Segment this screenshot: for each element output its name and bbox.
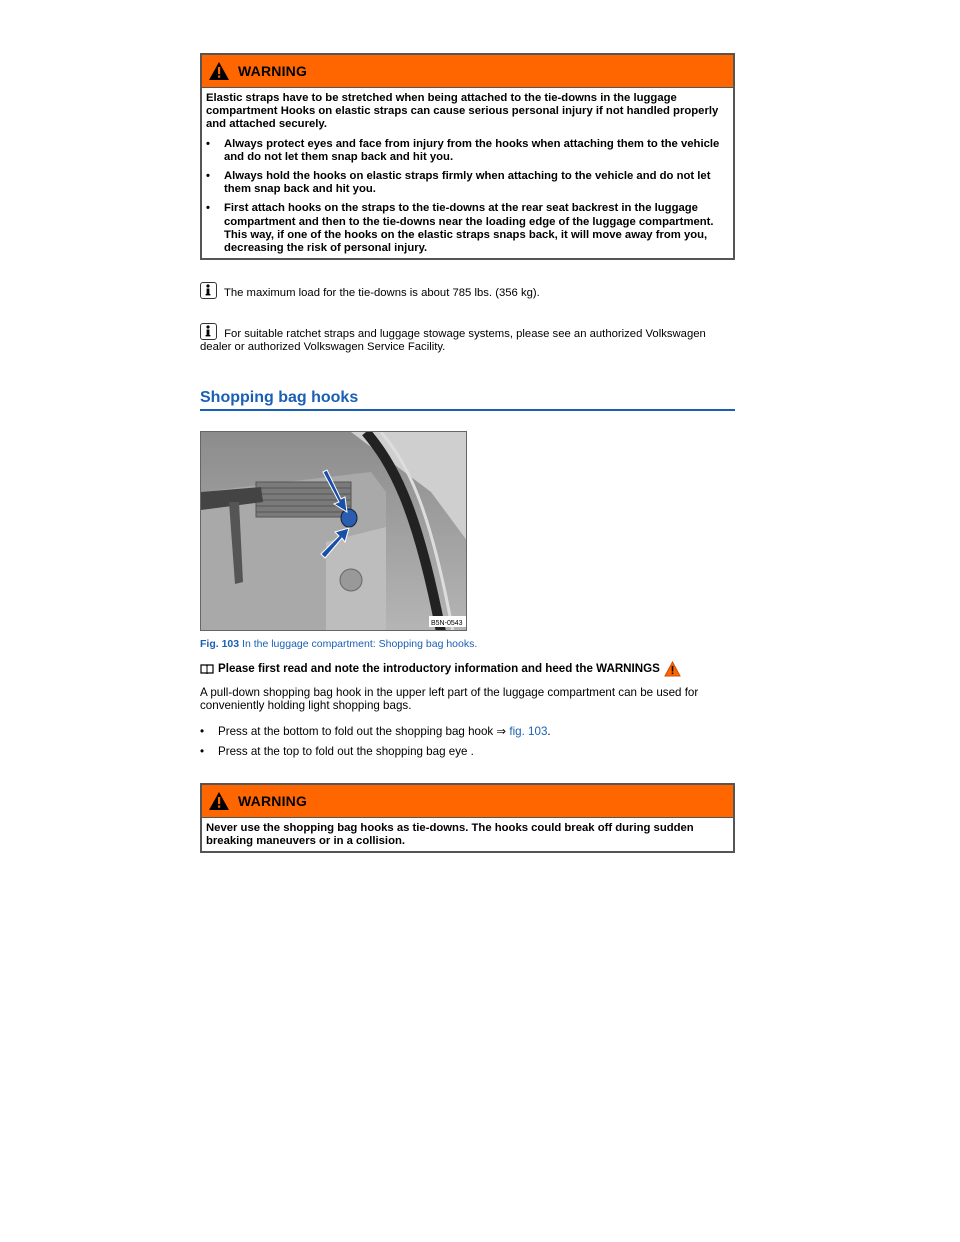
warning-bullet-text: Always hold the hooks on elastic straps firmly when attaching to the vehicle and do not let them snap back and hit you. <box>224 170 711 196</box>
warning-header <box>202 785 733 818</box>
warning-text: Never use the shopping bag hooks as tie-downs. The hooks could break off during sudden breaking maneuvers or in a collision. <box>206 821 694 847</box>
step-tail: . <box>547 724 551 738</box>
figure-label: Fig. 103 <box>200 637 240 650</box>
figure-code: B5N-0543 <box>431 619 463 627</box>
note-ratchet-straps <box>200 323 735 355</box>
warning-header <box>202 55 733 88</box>
warning-triangle-icon <box>208 791 230 811</box>
manual-page <box>200 53 735 853</box>
bullet-icon: • <box>206 202 210 215</box>
figure-caption-text: In the luggage compartment: Shopping bag hooks. <box>242 637 478 650</box>
info-icon <box>200 282 217 299</box>
note-max-load <box>200 282 735 301</box>
step-text: Press at the bottom to fold out the shopping bag hook ⇒ <box>218 724 510 738</box>
warning-bullet-text: First attach hooks on the straps to the tie-downs at the rear seat backrest in the luggage compartment and then to the tie-downs near the loading edge of the luggage compartment. This way, if one of the hooks on the elastic straps snaps back, it will move away from you, decreasing the risk of personal injury. <box>224 202 714 255</box>
luggage-compartment-illustration <box>201 432 467 631</box>
warning-title: WARNING <box>238 792 308 809</box>
bullet-icon: • <box>200 724 205 738</box>
warning-bullet <box>206 170 729 196</box>
warning-triangle-icon <box>664 661 681 677</box>
warning-title: WARNING <box>238 63 308 79</box>
warning-body <box>202 88 733 258</box>
warning-bullet-text: Always protect eyes and face from injury from the hooks when attaching them to the vehicle and do not let them snap back and hit you. <box>224 137 720 163</box>
warning-triangle-icon <box>208 61 230 81</box>
warning-bullet <box>206 138 729 164</box>
read-first-note <box>200 661 735 677</box>
note-text: The maximum load for the tie-downs is about 785 lbs. (356 kg). <box>223 287 540 300</box>
warning-body <box>202 818 733 851</box>
section-title: Shopping bag hooks <box>200 389 735 411</box>
figure-caption <box>200 638 735 650</box>
read-note-text: Please first read and note the introductory information and heed the WARNINGS <box>218 662 660 676</box>
step-text: Press at the top to fold out the shopping bag eye . <box>218 745 474 759</box>
figure-luggage-compartment <box>200 431 467 631</box>
figure-link[interactable]: fig. 103 <box>509 724 548 738</box>
step-item <box>200 745 735 759</box>
step-item <box>200 725 735 739</box>
bullet-icon: • <box>206 137 210 150</box>
book-icon <box>200 663 214 674</box>
warning-intro: Elastic straps have to be stretched when being attached to the tie-downs in the luggage compartment Hooks on elastic straps can cause serious personal injury if not handled properly and attached securely. <box>206 92 719 131</box>
warning-box-shopping-hooks <box>200 783 735 853</box>
body-paragraph: A pull-down shopping bag hook in the upper left part of the luggage compartment can be used for conveniently holding light shopping bags. <box>200 685 699 713</box>
warning-bullet <box>206 202 729 255</box>
info-icon <box>200 323 217 340</box>
note-text: For suitable ratchet straps and luggage stowage systems, please see an authorized Volkswagen dealer or authorized Volkswagen Service Facility. <box>200 327 706 354</box>
warning-box-elastic-straps <box>200 53 735 260</box>
bullet-icon: • <box>206 170 210 183</box>
bullet-icon: • <box>200 745 205 759</box>
